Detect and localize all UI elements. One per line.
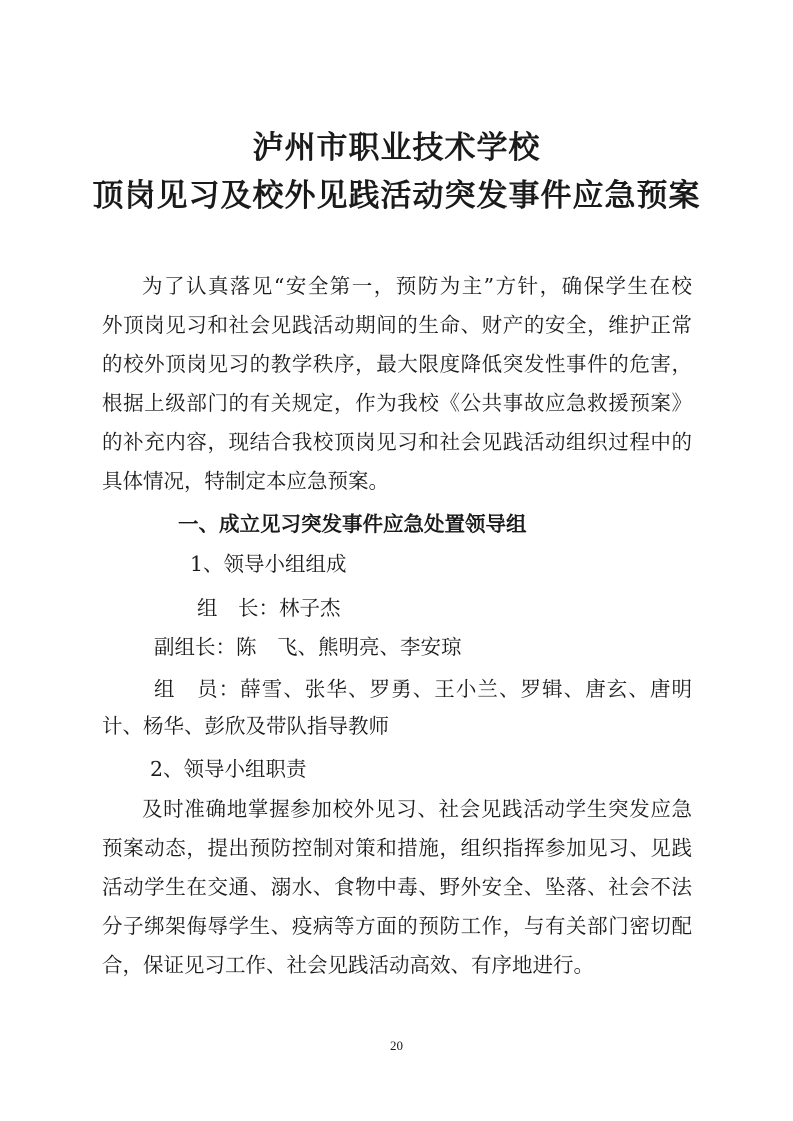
intro-line: 的补充内容，现结合我校顶岗见习和社会见践活动组织过程中的 bbox=[102, 430, 692, 454]
page-number: 20 bbox=[390, 1038, 403, 1053]
subsection-heading: 1、领导小组组成 bbox=[190, 552, 347, 576]
intro-line: 为了认真落见“安全第一，预防为主”方针，确保学生在校 bbox=[142, 274, 692, 298]
section-heading: 一、成立见习突发事件应急处置领导组 bbox=[178, 512, 527, 536]
intro-line: 外顶岗见习和社会见践活动期间的生命、财产的安全，维护正常 bbox=[102, 313, 692, 337]
duty-line: 分子绑架侮辱学生、疫病等方面的预防工作，与有关部门密切配 bbox=[102, 914, 692, 938]
duty-line: 预案动态，提出预防控制对策和措施，组织指挥参加见习、见践 bbox=[102, 836, 692, 860]
intro-line: 的校外顶岗见习的教学秩序，最大限度降低突发性事件的危害， bbox=[102, 352, 692, 376]
deputy-line: 副组长：陈 飞、熊明亮、李安琼 bbox=[154, 635, 462, 659]
title-line-1: 泸州市职业技术学校 bbox=[252, 130, 541, 166]
subsection-heading: 2、领导小组职责 bbox=[150, 757, 307, 781]
leader-line: 组 长：林子杰 bbox=[197, 596, 341, 620]
members-line: 计、杨华、彭欣及带队指导教师 bbox=[102, 714, 389, 738]
duty-line: 及时准确地掌握参加校外见习、社会见践活动学生突发应急 bbox=[142, 797, 692, 821]
members-line: 组 员：薛雪、张华、罗勇、王小兰、罗辑、唐玄、唐明 bbox=[154, 677, 692, 701]
intro-line: 根据上级部门的有关规定，作为我校《公共事故应急救援预案》 bbox=[102, 391, 692, 415]
title-line-2: 顶岗见习及校外见践活动突发事件应急预案 bbox=[92, 178, 701, 214]
duty-line: 活动学生在交通、溺水、食物中毒、野外安全、坠落、社会不法 bbox=[102, 875, 692, 899]
intro-line: 具体情况，特制定本应急预案。 bbox=[102, 469, 389, 493]
duty-line: 合，保证见习工作、社会见践活动高效、有序地进行。 bbox=[102, 953, 594, 977]
